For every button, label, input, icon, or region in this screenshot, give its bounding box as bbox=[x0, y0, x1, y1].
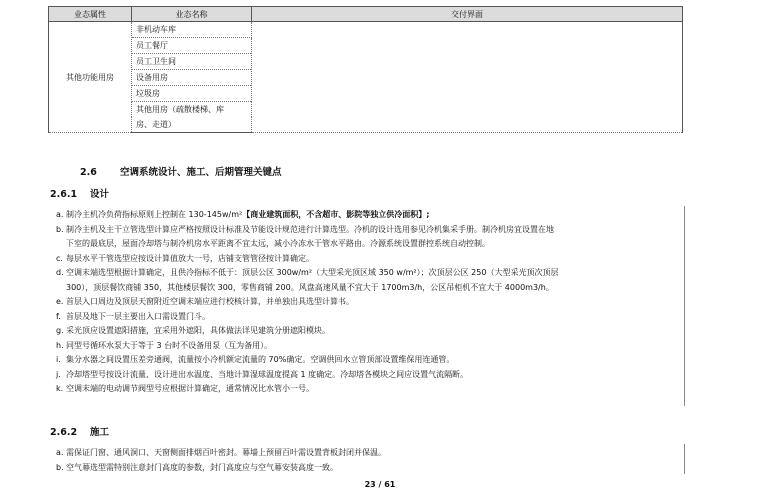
item-marker: d. bbox=[56, 268, 64, 277]
item-marker: e. bbox=[56, 297, 64, 306]
item-marker: k. bbox=[56, 384, 64, 393]
attr-cell: 其他功能用房 bbox=[49, 22, 132, 133]
design-heading bbox=[50, 186, 109, 200]
design-list bbox=[50, 208, 686, 397]
name-cell: 设备用房 bbox=[132, 70, 252, 86]
list-item bbox=[50, 446, 686, 461]
item-text: 制冷主机及主干立管选型计算应严格按照设计标准及节能设计规范进行计算选型。冷机的设计选用参见冷机集采手册。制冷机房宜设置在地 bbox=[66, 224, 554, 234]
construction-list bbox=[50, 446, 686, 475]
section-heading bbox=[80, 164, 282, 178]
list-item bbox=[50, 339, 686, 354]
list-item bbox=[50, 310, 686, 325]
item-text: 300），顶层餐饮商铺 350，其他楼层餐饮 300，零售商铺 200。风盘高速风量不宜大于 1700m3/h，公区吊柜机不宜大于 4000m3/h。 bbox=[66, 282, 554, 292]
name-cell: 房、走道） bbox=[132, 117, 252, 133]
list-item bbox=[50, 266, 686, 281]
item-text: 空气幕选型需特别注意封门高度的参数，封门高度应与空气幕安装高度一致。 bbox=[66, 462, 338, 472]
item-text: 需保证门窗、通风洞口、天窗侧面排烟百叶密封。幕墙上预留百叶需设置背板封闭并保温。 bbox=[66, 448, 386, 457]
construction-number: 2.6.2 bbox=[50, 427, 78, 438]
list-item bbox=[50, 252, 686, 267]
table-row bbox=[49, 22, 683, 38]
item-text: 集分水器之间设置压差旁通阀，流量按小冷机额定流量的 70%确定。空调供回水立管顶部设置维保用连通管。 bbox=[66, 355, 455, 364]
item-marker: a. bbox=[56, 210, 64, 219]
list-item bbox=[50, 353, 686, 368]
column-header-interface: 交付界面 bbox=[252, 7, 683, 22]
design-title: 设计 bbox=[90, 189, 110, 200]
design-number: 2.6.1 bbox=[50, 189, 78, 200]
section-title: 空调系统设计、施工、后期管理关键点 bbox=[120, 167, 282, 178]
section-number: 2.6 bbox=[80, 167, 97, 178]
name-cell: 非机动车库 bbox=[132, 22, 252, 38]
list-item bbox=[50, 461, 686, 476]
item-bold-note: 【商业建筑面积，不含超市、影院等独立供冷面积】; bbox=[242, 210, 430, 219]
item-text: 首层及地下一层主要出入口需设置门斗。 bbox=[66, 311, 210, 321]
interface-cell bbox=[252, 22, 683, 133]
item-text: 冷却塔型号按设计流量、设计进出水温度、当地计算湿球温度提高 1 度确定。冷却塔各模块之间应设置气流隔断。 bbox=[66, 369, 469, 379]
item-text: 空调末端选型根据计算确定，且供冷指标不低于：顶层公区 300w/m²（大型采光顶区域 350 w/m²）；次顶层公区 250（大型采光顶次顶层 bbox=[66, 268, 559, 277]
list-item bbox=[50, 281, 686, 296]
margin-rule bbox=[684, 444, 685, 474]
item-text: 空调末端的电动调节阀型号应根据计算确定，通常情况比水管小一号。 bbox=[66, 384, 314, 393]
page-number: 23 / 61 bbox=[364, 480, 396, 489]
name-cell: 其他用房（疏散楼梯、库 bbox=[132, 102, 252, 118]
item-marker: b. bbox=[56, 224, 64, 234]
margin-rule bbox=[684, 206, 685, 406]
name-cell: 员工餐厅 bbox=[132, 38, 252, 54]
construction-title: 施工 bbox=[90, 427, 110, 438]
list-item bbox=[50, 295, 686, 310]
list-item bbox=[50, 223, 686, 238]
table-header-row bbox=[49, 7, 683, 22]
column-header-attr: 业态属性 bbox=[49, 7, 132, 22]
item-text: 每层水平干管选型应按设计算值放大一号，店铺支管管径按计算确定。 bbox=[66, 253, 314, 263]
item-marker: h. bbox=[56, 340, 64, 350]
item-marker: j. bbox=[56, 369, 61, 379]
item-marker: a. bbox=[56, 448, 64, 457]
name-cell: 员工卫生间 bbox=[132, 54, 252, 70]
item-text: 同型号循环水泵大于等于 3 台时不设备用泵（互为备用）。 bbox=[66, 340, 273, 350]
item-text: 下室的最底层，屋面冷却塔与制冷机房水平距离不宜太远，减小冷冻水干管水平路由。冷源系统设置群控系统自动控制。 bbox=[66, 239, 490, 248]
function-room-table bbox=[48, 6, 683, 133]
item-marker: b. bbox=[56, 462, 64, 472]
list-item bbox=[50, 382, 686, 397]
name-cell: 垃圾房 bbox=[132, 86, 252, 102]
item-marker: i. bbox=[56, 355, 61, 364]
item-marker: c. bbox=[56, 253, 63, 263]
list-item bbox=[50, 208, 686, 223]
item-marker: g. bbox=[56, 326, 64, 335]
item-text: 首层入口周边及顶层天窗附近空调末端应进行校核计算，并单独出具选型计算书。 bbox=[66, 297, 354, 306]
list-item bbox=[50, 237, 686, 252]
item-marker: f. bbox=[56, 311, 61, 321]
list-item bbox=[50, 324, 686, 339]
item-text: 采光顶应设置遮阳措施，宜采用外遮阳，具体做法详见建筑分册遮阳模块。 bbox=[66, 326, 330, 335]
list-item bbox=[50, 368, 686, 383]
column-header-name: 业态名称 bbox=[132, 7, 252, 22]
item-text: 制冷主机冷负荷指标原则上控制在 130-145w/m² bbox=[66, 210, 243, 219]
construction-heading bbox=[50, 424, 109, 438]
